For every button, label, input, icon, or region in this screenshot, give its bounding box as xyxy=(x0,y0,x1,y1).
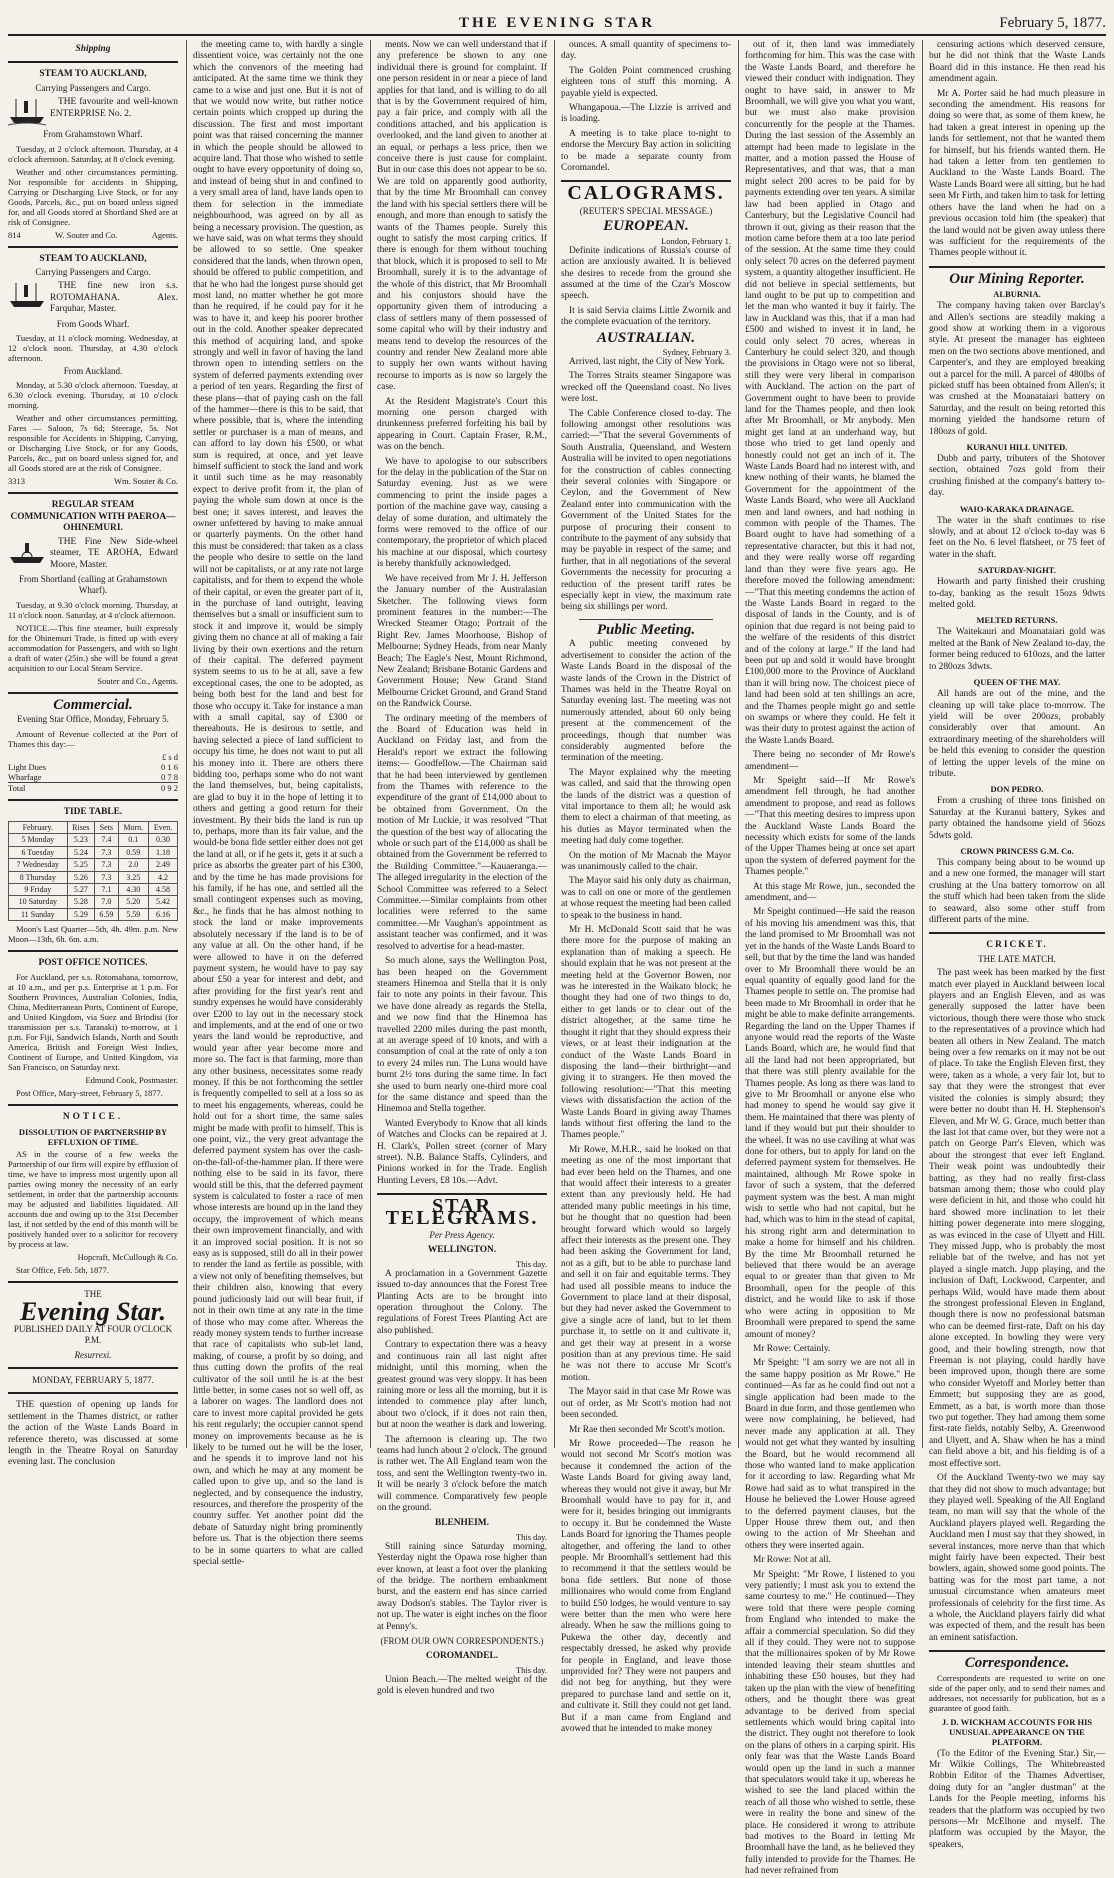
melted-returns-text: The Waitekauri and Moanataiari gold was melted at the Bank of New Zealand to-day, the former being reduced to 610ozs, and the latter to 280ozs 3dwts. xyxy=(929,627,1105,672)
divider xyxy=(929,266,1105,268)
tide-header-cell: Morn. xyxy=(118,821,149,833)
moon-phases: Moon's Last Quarter—5th, 4h. 49m. p.m. New Moon—13th, 6h. 6m. a.m. xyxy=(8,924,178,945)
tide-cell: 6 Tuesday xyxy=(9,846,68,858)
ad1-notice: Weather and other circumstances permitting. Not responsible for accidents in Shipping, Carrying or Discharging Live Stock, or for any Goods, Parcels, &c., put on board unless signed for, and all Goods stored at Shortland Shed are at risk of Consignee. xyxy=(8,166,178,227)
tide-cell: 5.27 xyxy=(67,883,95,895)
own-correspondents: (FROM OUR OWN CORRESPONDENTS.) xyxy=(380,1636,544,1647)
dissolution-signature: Hopcraft, McCullough & Co. xyxy=(77,1252,178,1262)
local-news-court: At the Resident Magistrate's Court this morning one person charged with drunkenness preferred forfeiting his bail by appearing in Court. Captain Fraser, R.M., was on the bench. xyxy=(377,396,547,453)
ad2-from: From Goods Wharf. xyxy=(56,318,130,329)
leader-article: THE question of opening up lands for settlement in the Thames district, or rather the action of the Waste Lands Board in reference thereto, was discussed at some length in the Theatre Royal on Saturday evening last. The conclusion xyxy=(8,1400,178,1468)
wellington-heading: WELLINGTON. xyxy=(427,1245,497,1256)
tide-cell: 4.30 xyxy=(118,883,149,895)
tide-row xyxy=(9,871,178,883)
divider xyxy=(8,492,178,494)
dissolution-text: AS in the course of a few weeks the Partnership of our firm will expire by effluxion of time, we have to impress most urgently upon all parties owing money the necessity of an early settlement, in order that the partnership accounts may be adjusted and liabilities liquidated. All accounts due and owing up to the 31st December last, if not settled by the end of this month will be positively handed over to a solicitor for recovery by process at law. xyxy=(8,1149,178,1249)
divider xyxy=(929,932,1105,934)
tide-cell: 5.42 xyxy=(149,896,178,908)
tide-cell: 0.30 xyxy=(149,834,178,846)
ad2-subtitle: Carrying Passengers and Cargo. xyxy=(35,267,151,278)
ad1-number: 814 xyxy=(8,229,21,240)
tide-row xyxy=(9,883,178,895)
revenue-label: Light Dues xyxy=(8,761,47,772)
ad2-number: 3313 xyxy=(8,476,25,487)
revenue-row xyxy=(8,782,178,793)
tide-cell: 7.3 xyxy=(95,871,118,883)
flag-the: THE xyxy=(84,1289,102,1299)
tide-cell: 8 Thursday xyxy=(9,871,68,883)
column-5 xyxy=(738,40,921,1877)
blenheim-text: Still raining since Saturday morning. Yesterday night the Opawa rose higher than ever known, at least a foot over the planking of the bridge. The northern embankment burst, and the eastern end has since carried away Dodson's stables. The Taylor river is not up. The water is eight inches on the floor at Penny's. xyxy=(377,1541,547,1632)
queen-of-may-heading: QUEEN OF THE MAY. xyxy=(973,677,1061,688)
saturday-night-text: Howarth and party finished their crushing to-day, banking as the result 15ozs 9dwts melted gold. xyxy=(929,577,1105,611)
cricket-heading: CRICKET. xyxy=(986,940,1048,951)
wellington-forest: A proclamation in a Government Gazette issued to-day announces that the Forest Tree Planting Acts are to be brought into operation throughout the Colony. The regulations of Forest Trees Planting Act are also published. xyxy=(377,1268,547,1336)
ad3-times: Tuesday, at 9.30 o'clock morning. Thursday, at 11 o'clock noon. Saturday, at 4 o'clock afternoon. xyxy=(8,599,178,620)
tide-row xyxy=(9,908,178,920)
revenue-row xyxy=(8,762,178,772)
wellington-rain: Contrary to expectation there was a heavy and continuous rain all last night after midnight, until this morning, when the greatest ground was very sloppy. It has been raining more or less all the morning, but it is intended to commence play after lunch, about two o'clock, if it does not rain then, but at noon the weather is dark and lowering. xyxy=(377,1340,547,1431)
tide-header-row xyxy=(9,821,178,833)
motto: Resurrexi. xyxy=(74,1349,112,1360)
australian-wreck: The Torres Straits steamer Singapore was wrecked off the Queensland coast. No lives were lost. xyxy=(561,371,731,405)
meeting-rae: Mr Rae then seconded Mr Scott's motion. xyxy=(569,1424,726,1435)
london-date: London, February 1. xyxy=(661,235,731,246)
leader-continued: the meeting came to, with hardly a single dissentient voice, was certainly not the one which the convenors of the meeting had anticipated. At the same time we think they came to a wise and just one. But it is not of that we would now write, but rather notice certain points which cropped up during the discussion. The first and most important point was that raised concerning the manner in which the people should be allowed to acquire land. That those who wished to settle ought to have every opportunity of doing so, and instead of being shut in and confined to a very small area of land, have lands open to them for selection in the immediate neighbourhood, was agreed on by all as being a necessary provision. The question, as we have said, was on what terms they should be allowed to so settle. One speaker considered that the lands, when thrown open, should be offered to public competition, and that he who had the longest purse should get most land, no matter whether he got more than he required, if he could pay for it he was to have it, and keep his poorer brother out in the cold. Another speaker deprecated this method of acquiring land, and spoke strongly and well in favor of having the land thrown open to intending settlers on the system of deferred payments extending over a period of ten years. Regarding the first of these plans—that of paying cash on the fall of the hammer—there is this to be said, that where possible, that is, where the intending settler or purchaser is a man of means, and can afford to lay down his £500, or what sum is required, at once, and yet leave himself sufficient to stock the land and work it until such time as he may reasonably expect to derive profit from it, the plan of paying the whole sum down at once is the best one; it saves interest, and leaves the owner unfettered by having to make annual or quarterly payments. On the other hand this must be considered: that taken as a class the people who desire to settle on the land will not be capitalists, or at any rate not large capitalists, and for them to expend the whole of their capital, or even the greater part of it, in the purchase of land outright, leaving themselves but a small or insufficient sum to stock it and improve it, would be simply giving them no chance at all of making a fair living by their own exertions and the return of their capital. The deferred payment system seems to us to be at all, save a few exceptional cases, the one to be adopted, as being both best for the land and best for those who occupy it. Take for instance a man with a small capital, say of £300 or thereabouts. He is desirous to settle, and having selected a piece of land sufficient to occupy his time, he does not want to put all his money into it. There are others there bidding too, perhaps some who do not want the land themselves, but, being capitalists, are glad to buy it in the hope of letting it to others and getting a good return for their investment. By their bids the land is run up to, perhaps, more than its fair value, and the would-be bona fide settler either does not get the land at all, or if he gets it, gets it at such a price as absorbs the greater part of his £300, and by the time he has made provisions for his family, if he has one, and settled all the small contingent expenses such as moving, &c., he finds that he has almost nothing to stock the land or make improvements absolutely necessary if the land is to be of any value at all. On the other hand, if he were allowed to have it on the deferred payment system, he would have to pay say about £50 a year for interest and debt, and after providing for the first year's rent and sundry expenses he would have considerably over £200 to lay out in the necessary stock and implements, and at the end of one or two years the land would be reproductive, and would year after year become more and more so. The fact is that farming, more than any other business, necessitates some ready money. If this be not forthcoming the settler is frequently compelled to sell at a loss so as to meet his engagements, whereas, could he hold out for a short time, the same sales might be made with profit to himself. This is one point, viz., the very great advantage the deferred payment system has over the cash-on-the-fall-of-the-hammer plan. If there were nothing else to be said in its favor, there would still be this, that the deferred payment system is calculated to foster a race of men whose interests are bound up in the land they occupy, the improvement of which means their own improvement financially, and with it an improved social position. It is not so easy as is supposed, still do all in their power to render the land as fertile as possible, with a view not only of benefiting themselves, but their children also, knowing that every pound judiciously laid out will bear fruit, if not in their own time at any rate in the time of those who may come after. Whereas the ready money system tends to further increase that race of capitalists who sub-let land, making, of course, a profit by so doing, and thus cutting down the profits of the real cultivator of the soil until he is at the best little better, in some cases not so well off, as a laborer on wages. The landlord does not care to invest more capital provided he gets his rent regularly; the occupier cannot spend money on improvements because as he is likely to be turned out he will be the loser, and he spends it to improve land not his own, and which he may at any moment be called upon to give up, and so the land is neglected, and by consequence the industry, resources, and therefore the prosperity of the country suffer. Yet another point did the debate of Saturday night bring prominently before us. That is the objection there seems to be in some quarters to what are called special settle- xyxy=(193,40,364,1568)
wickham-heading: J. D. WICKHAM ACCOUNTS FOR HIS UNUSUAL APPEARANCE ON THE PLATFORM. xyxy=(941,1716,1093,1747)
column-3 xyxy=(370,40,553,1697)
meeting-porter: Mr A. Porter said he had much pleasure in seconding the amendment. His reasons for doing so were that, as some of them knew, he had taken a great interest in opening up the lands for settlement, not that he wanted them for himself, but his friends wanted them. He had taken a letter from ten gentlemen to Auckland to the Waste Lands Board. The Waste Lands Board were all sitting, but he had seen Mr Firth, and taken him to task for letting others have the land when he had on a previous occasion told him (the speaker) that the land would not be given away unless there was sufficient for the requirements of the Thames people without it. xyxy=(929,88,1105,259)
ad3-title: REGULAR STEAM COMMUNICATION WITH PAEROA—OHINEMURI. xyxy=(10,500,176,534)
meeting-censure: censuring actions which deserved censure, but he did not think that the Waste Lands Board did in this instance. He then read his amendment again. xyxy=(929,40,1105,85)
tide-cell: 7.4 xyxy=(95,834,118,846)
ad2-footer xyxy=(8,476,178,486)
star-telegrams-heading: STAR TELEGRAMS. xyxy=(385,1195,539,1229)
tide-cell: 5.28 xyxy=(67,896,95,908)
sydney-date: Sydney, February 3. xyxy=(662,346,731,357)
tide-cell: 5.29 xyxy=(67,908,95,920)
meeting-speight: Mr Speight continued—He said the reason of his moving his amendment was this, that the land promised to Mr Broomhall was not yet in the hands of the Waste Lands Board to sell, but that by the time the land was handed over to Mr Broomhall there would be an equal quantity of equally good land for the Thames people to settle on. The promise had been made to Mr Broomhall in order that he might be able to make definite arrangements. Regarding the land on the Upper Thames if anyone would read the reports of the Waste Lands Board, which are, he would find that all the land had not been appropriated, but that there was still plenty available for the Thames people. As long as there was land to give to Mr Broomhall or anyone else who had money to spend he would say give it them. He maintained that there was plenty of land if they would but put their shoulder to the wheel. It was no use caviling at what was done for others, but to apply for land on the deferred payment system for themselves. He maintained, although Mr Rowe spoke in favor of such a system, that the deferred payment system was the best. A man might wish to settle who had not capital, but he had, which was to him in the stead of capital, his strong right arm and determination to make a home for himself and his children. By the time Mr Broomhall returned he believed that there would be an average equal to or greater than that given to Mr Broomhall, open for the people of this district, and he would like to ask if those who were acting in opposition to Mr Broomhall were prepared to spend the same amount of money? xyxy=(745,907,915,1340)
ad3-body: THE Fine New Side-wheel steamer, TE AROHA, Edward Moore, Master. xyxy=(50,536,178,570)
masthead xyxy=(8,10,1106,36)
meeting-rowe: Mr Rowe, M.H.R., said he looked on that meeting as one of the most important that had ever been held on the Thames, and one that would affect their interests to a greater extent than any previously held. He had attended many public meetings in his time, but he thought that no question had been brought forward which would so largely affect their interests as the present one. They had been asking the Government for land, not as a gift, but to be able to purchase land and sell it on fair and equitable terms. They had used all possible means to induce the Government to place land at their disposal, but they had never asked the Government to give a single acre of land, but to let them purchase it, to settle on it and cultivate it, and get their way at present in a worse position than at any previous time. He said he was not there to accuse Mr Scott's motion. xyxy=(561,1144,731,1383)
cricket-auckland: Of the Auckland Twenty-two we may say that they did not show to much advantage; but they played well. Speaking of the All England team, no man will say that the whole of the Auckland players played well. Regarding the Auckland men I must say that they showed, in several instances, more nerve than that which might fairly have been expected. Their best bowlers, again, showed some good points. The batting was for the most part tame, a not unusual circumstance when amateurs meet professionals of celebrity for the first time. As a whole, the Auckland players fairly did what was expected of them, and the result has been an eminent satisfaction. xyxy=(929,1473,1105,1643)
divider xyxy=(8,692,178,694)
ad2-from-auckland: From Auckland. xyxy=(63,366,123,377)
commercial-heading: Commercial. xyxy=(53,696,133,713)
ad2-notice: Weather and other circumstances permitting. Fares — Saloon, 7s 6d; Steerage, 5s. Not responsible for Accidents in Shipping, Carrying, or Discharging Live Stock, or for any Goods, Parcels, &c., put on board unless signed for, and all Goods stored are at the risk of Consignee. xyxy=(8,413,178,474)
paddle-steamer-icon xyxy=(8,537,46,567)
reuters-note: (REUTER'S SPECIAL MESSAGE.) xyxy=(579,205,713,216)
revenue-value: 0 7 8 xyxy=(161,771,178,782)
meeting-rowe-amendment: out of it, then land was immediately forthcoming for him. This was the case with the Waste Lands Board, and therefore he viewed their conduct with indignation. They ought to have said, in answer to Mr Broomhall, we will give you what you want, but we must also make provision concurrently for the people at the Thames. During the last session of the Assembly an attempt had been made to legislate in the matter, and a motion passed the House of Representatives, and that was, that a man might select 200 acres to be paid for by payments extending over ten years. A similar law had been applied in Otago and Canterbury, but the Legislative Council had thrown it out, giving as their reason that the motion came before them at a too late period of the session. At the same time they could only select 70 acres on the deferred payment system, a quantity altogether insufficient. He did not believe in special settlements, but land ought to be put up to competition and let the man who wanted it buy it fairly. The law in Auckland was this, that if a man had £500 and wished to invest it in land, he could only select 70 acres, whereas in Canterbury he could select 320, and though the provisions in Otago were not so liberal, still they were very liberal in comparison with Auckland. The action on the part of Government ought to have been to provide land for the Thames people, and then look after Mr Broomhall, or Mr anybody. Men might get land at an underhand way, but those who tried to get land openly and honestly could not get an inch of it. The Waste Lands Board had no interest with, and knew nothing of their wants, he blamed the Government for the appointment of the Waste Lands Board, who were all Auckland men and land owners, and had nothing in common with people of the Thames. The Board ought to have had something of a representative character, but this it had not, and they were really worse off regarding land than they were five years ago. He therefore moved the following amendment:—"That this meeting condemns the action of the Waste Lands Board in regard to the disposal of lands in the County, and is of opinion that due regard is not being paid to the welfare of the residents of this district and of the colony at large." If the land had been put up and sold it would have brought £100,000 more to the Province of Auckland than it will bring now. The choicest piece of land had been sold at ten shillings an acre, and the Thames people might go and settle on swamps or where they could. He felt it was their duty to protest against the action of the Waste Lands Board. xyxy=(745,40,915,746)
revenue-value: £ s d xyxy=(161,751,178,762)
meeting-speight-sorry: Mr Speight: "I am sorry we are not all in the same happy position as Mr Rowe." He continued—As far as he could find out not a single application had been made to the Board in due form, and those gentlemen who were now complaining, he believed, had never made any application at all. They would not get what they wanted by insulting the Board, but he would recommend all those who wanted land to make application for it according to law. Regarding what Mr Rowe had said as to what transpired in the House he believed the Lower House agreed to the deferred payment clauses, but the Upper House threw them out, and then owing to the action of Mr Sheehan and others they were inserted again. xyxy=(745,1358,915,1551)
revenue-label: Wharfage xyxy=(8,771,42,782)
tide-cell: 1.18 xyxy=(149,846,178,858)
meeting-duty: The Mayor said his only duty as chairman, was to call on one or more of the gentlemen at whose request the meeting had been called to speak to the business in hand. xyxy=(561,876,731,921)
ad3-from: From Shortland (calling at Grahamstown Wharf). xyxy=(19,573,167,596)
tide-cell: 6.16 xyxy=(149,908,178,920)
kuranui-text: Dubb and party, tributers of the Shotover section, obtained 7ozs gold from their crushing finished at the company's battery to-day. xyxy=(929,454,1105,499)
local-news-steamers: So much alone, says the Wellington Post, has been heaped on the Government steamers Hinemoa and Stella that it is only fair to note any points in their favour. This we have done already as regards the Stella, and we now find that the Hinemoa has travelled 2200 miles during the past month, at an average speed of 10 knots, and with a consumption of coal at the rate of only a ton to every 24 miles run. The Luna would have burnt 2½ tons during the same time. In fact she used to burn nearly one-third more coal for the same distance and speed than the Hinemoa and Stella together. xyxy=(377,956,547,1115)
dissolution-heading: DISSOLUTION OF PARTNERSHIP BY EFFLUXION OF TIME. xyxy=(18,1127,168,1147)
alburnia-heading: ALBURNIA. xyxy=(993,289,1041,300)
tide-cell: 2.0 xyxy=(118,859,149,871)
column-4 xyxy=(554,40,737,1735)
australian-cable: The Cable Conference closed to-day. The following amongst other resolutions was carried:—"That the several Governments of South Australia, Queensland, and Western Australia will be invited to open negotiations for the construction of cables connecting their several colonies with Singapore or Ceylon, and the Government of New Zealand enter into communication with the Government of the United States for the purpose of procuring their consent to contribute to the payment of any subsidy that may be payable in respect of the same; and further, that in all negotiations of the several Governments the necessity for procuring a reduction of the present tariff rates be especially kept in view, the maximum rate being six shillings per word. xyxy=(561,408,731,613)
meeting-rowe-continued: Mr Rowe proceeded—The reason he would not second Mr Scott's motion was because it condemned the action of the Waste Lands Board for giving away land, whereas they would not give it away, but Mr Broomhall would have to pay for it, and were for it, besides bringing out immigrants to occupy it. But he condemned the Waste Lands Board for ignoring the Thames people altogether, and offering the land to other people. Mr Broomhall's settlement had this to recommend it that the settlers would be bona fide settlers. But none of those millionaires who would come from England to build £50 lodges, he would venture to say were better than the men who were here already. When he saw the millions going to Pukewa the other day, decently and respectably dressed, he asked why provide for people in England, and leave those unprovided for? They were not paupers and did not beg for anything, but they were prepared to purchase land and settle on it, and cultivate it. Still they could not get land. But if a man came from England and avowed that he intended to make money xyxy=(561,1438,731,1735)
ad2-body: THE fine new iron s.s. ROTOMAHANA. Alex. Farquhar, Master. xyxy=(50,281,178,315)
revenue-row xyxy=(8,752,178,762)
kuranui-heading: KURANUI HILL UNITED. xyxy=(966,442,1068,452)
meeting-rowe-not: Mr Rowe: Not at all. xyxy=(753,1555,831,1566)
tide-table-title: TIDE TABLE. xyxy=(63,806,123,817)
tide-header-cell: Rises xyxy=(67,821,95,833)
ad1-times: Tuesday, at 2 o'clock afternoon. Thursday, at 4 o'clock afternoon. Saturday, at 8 o'clock evening. xyxy=(8,143,178,164)
queen-of-may-text: All hands are out of the mine, and the cleaning up will take place to-morrow. The yield will be over 200ozs, probably considerably over that amount. An extraordinary meeting of the shareholders will be held this evening to consider the question of letting the upper levels of the mine on tribute. xyxy=(929,689,1105,779)
post-office-address: Post Office, Mary-street, February 5, 1877. xyxy=(16,1087,163,1098)
european-servia: It is said Servia claims Little Zwornik and the complete evacuation of the territory. xyxy=(561,305,731,328)
european-russia: Definite indications of Russia's course of action are anxiously awaited. It is believed she desires to recede from the ground she assumed at the time of the Czar's Moscow speech. xyxy=(561,245,731,302)
meeting-no-seconder: There being no seconder of Mr Rowe's amendment— xyxy=(745,750,915,772)
tide-cell: 0.1 xyxy=(118,834,149,846)
whangapoua: Whangapoua.—The Lizzie is arrived and is loading. xyxy=(561,103,731,125)
commercial-text: Amount of Revenue collected at the Port of Thames this day:— xyxy=(8,728,178,749)
calograms-heading: CALOGRAMS. xyxy=(567,182,725,205)
meeting-speight-patient: Mr Speight: "Mr Rowe, I listened to you very patiently; I must ask you to extend the same courtesy to me." He continued—They were told that there were people coming from England who intended to make the affair a commercial speculation. So did they all if they could. They were not to suppose that the millionaires spoken of by Mr Rowe intended leaving their steam shuttles and inhabiting these £50 houses, but they had taken up the plan with the view of benefiting others, and he thought there was great advantage to be derived from special settlements which would bring capital into the district. They ought not therefore to look on the plans of others in a carping spirit. His only fear was that the Waste Lands Board would open up the land in such a manner that speculators would take it up, whereas he wished to see the land placed within the reach of all those who wished to settle, these were in reality the bone and sinew of the place. He considered it wrong to attribute bad motives to the Board in letting Mr Broomhall have the land, as he believed they fully intended to provide for the Thames. He had never refrained from xyxy=(745,1569,915,1877)
australian-arrival: Arrived, last night, the City of New York. xyxy=(569,356,725,367)
tide-cell: 5.59 xyxy=(118,908,149,920)
tide-row xyxy=(9,846,178,858)
european-heading: EUROPEAN. xyxy=(603,218,689,235)
ad1-title: STEAM TO AUCKLAND, xyxy=(39,69,147,80)
waiokaraka-text: The water in the shaft continues to rise slowly, and at about 12 o'clock to-day was 6 feet on the No. 6 level flatsheet, or 75 feet of water in the shaft. xyxy=(929,515,1105,560)
tide-cell: 2.49 xyxy=(149,859,178,871)
tide-table xyxy=(8,821,178,921)
meeting-speight-amendment: Mr Speight said—If Mr Rowe's amendment fell through, he had another amendment to propose, and read as follows—"That this meeting desires to impress upon the Auckland Waste Lands Board the necessity which exists for some of the lands of the Upper Thames being at once set apart upon the system of deferred payment for the Thames people." xyxy=(745,776,915,878)
ad2-times: Tuesday, at 11 o'clock morning. Wednesday, at 12 o'clock noon. Thursday, at 4.30 o'clock afternoon. xyxy=(8,333,178,364)
steamship-icon xyxy=(8,281,46,311)
tide-cell: 5.20 xyxy=(118,896,149,908)
meeting-rowe-certainly: Mr Rowe: Certainly. xyxy=(753,1343,831,1354)
published-line: PUBLISHED DAILY AT FOUR O'CLOCK P.M. xyxy=(13,1323,173,1346)
ad2-times-auckland: Monday, at 5.30 o'clock afternoon. Tuesday, at 6.30 o'clock evening. Thursday, at 10 o'clock morning. xyxy=(8,380,178,411)
ad1-from: From Grahamstown Wharf. xyxy=(43,129,143,140)
divider xyxy=(929,1650,1105,1652)
tide-cell: 7.0 xyxy=(95,896,118,908)
divider xyxy=(8,1392,178,1394)
ad1-subtitle: Carrying Passengers and Cargo. xyxy=(35,82,151,93)
tide-cell: 10 Saturday xyxy=(9,896,68,908)
wellington-date: This day. xyxy=(515,1258,547,1269)
issue-date: MONDAY, FEBRUARY 5, 1877. xyxy=(32,1375,154,1386)
alburnia-text: The company having taken over Barclay's and Allen's sections are steadily making a good show at working them in a vigorous style. At present the manager has eighteen men on the two sections above mentioned, and Carpenter's, and they are employed breaking out a parcel for the mill. A parcel of 480lbs of picked stuff has been obtained from Allen's; it was crushed at the Moanataiari battery on Saturday, and the result on being retorted this morning yielded the handsome return of 180ozs of gold. xyxy=(929,301,1105,437)
ad3-notice: NOTICE.—This fine steamer, built expressly for the Ohinemuri Trade, is fitted up with every accommodation for Passengers, and with so light a draft of water (25in.) she will be found a great acquisition to our Local Steam Service. xyxy=(8,622,178,673)
revenue-list xyxy=(8,752,178,793)
ad1-footer xyxy=(8,230,178,240)
blenheim-heading: BLENHEIM. xyxy=(435,1518,489,1529)
revenue-label: Total xyxy=(8,782,26,793)
ad1-agent: W. Souter and Co. xyxy=(55,229,118,240)
coromandel-text: Union Beach.—The melted weight of the gold is eleven hundred and two xyxy=(377,1674,547,1697)
divider xyxy=(8,1281,178,1283)
ad2-agent: Wm. Souter & Co. xyxy=(114,476,178,487)
divider xyxy=(8,246,178,248)
divider xyxy=(8,799,178,801)
golden-point: The Golden Point commenced crushing eighteen tons of stuff this morning. A payable yield is expected. xyxy=(561,65,731,99)
crown-princess-heading: CROWN PRINCESS G.M. Co. xyxy=(960,845,1074,856)
meeting-seconded: At this stage Mr Rowe, jun., seconded the amendment, and— xyxy=(745,881,915,904)
meeting-mayor: The Mayor explained why the meeting was called, and said that the throwing open the lands of the district was a question of vital importance to them all; he would ask them to elect a chairman of that meeting, as his duties as Mayor terminated when the meeting had duly come together. xyxy=(561,767,731,847)
column-2 xyxy=(186,40,369,1568)
meeting-order: The Mayor said in that case Mr Rowe was out of order, as Mr Scott's motion had not been seconded. xyxy=(561,1387,731,1421)
ad1-agents: Agents. xyxy=(151,229,178,240)
tide-row xyxy=(9,834,178,846)
wickham-letter: (To the Editor of the Evening Star.) Sir,—Mr Wilkie Collings, The Whitebreasted Robbin Editor of the Thames Advertiser, doing duty for an "angler dustman" at the Lands for the People meeting, informs his readers that the platform was occupied by two persons—Mr McElhone and myself. The platform was occupied by the Mayor, the speakers, xyxy=(929,1748,1105,1850)
dissolution-address: Star Office, Feb. 5th, 1877. xyxy=(16,1265,109,1275)
tide-row xyxy=(9,859,178,871)
melted-returns-heading: MELTED RETURNS. xyxy=(976,615,1058,626)
masthead-date: February 5, 1877. xyxy=(999,15,1106,31)
ad3-agent: Souter and Co., Agents. xyxy=(97,675,178,686)
revenue-value: 0 1 6 xyxy=(161,761,178,772)
tide-cell: 0.59 xyxy=(118,846,149,858)
tide-header-cell: February. xyxy=(9,821,68,833)
tide-cell: 5.26 xyxy=(67,871,95,883)
masthead-title: THE EVENING STAR xyxy=(458,15,656,31)
watch-advertisement: Wanted Everybody to Know that all kinds of Watches and Clocks can be repaired at J. H. Clark's, Pollen street (corner of Mary street). N.B. Balance Staffs, Cylinders, and Pinions worked in for the Trade. English Hunting Levers, £8 10s.—Advt. xyxy=(377,1118,547,1186)
divider xyxy=(8,1104,178,1106)
divider xyxy=(8,950,178,952)
press-agency: Per Press Agency. xyxy=(429,1230,495,1241)
tide-row xyxy=(9,896,178,908)
correspondence-note: Correspondents are requested to write on one side of the paper only, and to send their names and addresses, not necessarily for publication, but as a guarantee of good faith. xyxy=(929,1672,1105,1713)
notice-heading: NOTICE. xyxy=(62,1111,124,1122)
public-meeting-heading: Public Meeting. xyxy=(596,621,696,638)
saturday-night-heading: SATURDAY-NIGHT. xyxy=(978,565,1056,576)
divider xyxy=(8,1367,178,1369)
waiokaraka-heading: WAIO-KARAKA DRAINAGE. xyxy=(959,503,1075,514)
revenue-row xyxy=(8,772,178,782)
tide-cell: 7.3 xyxy=(95,859,118,871)
late-match-heading: THE LATE MATCH. xyxy=(978,953,1056,964)
coromandel-continued: ounces. A small quantity of specimens to-day. xyxy=(561,40,731,62)
tide-cell: 5.25 xyxy=(67,859,95,871)
don-pedro-text: From a crushing of three tons finished on Saturday at the Kuranui battery, Sykes and party obtained the handsome yield of 56ozs 5dwts gold. xyxy=(929,796,1105,841)
local-news-apology: We have to apologise to our subscribers for the delay in the publication of the Star on Saturday evening. Just as we were commencing to print the inside pages a portion of the machine gave way, causing a delay of some duration, and ultimately the forms were removed to the office of our contemporary, the proprietor of which placed his machine at our disposal, which courtesy is hereby thankfully acknowledged. xyxy=(377,456,547,570)
correspondence-heading: Correspondence. xyxy=(964,1655,1070,1672)
crown-princess-text: This company being about to be wound up and a new one formed, the manager will start crushing at the Una battery tomorrow on all the stuff which had been taken from the slide to seaward, also some other stuff from different parts of the mine. xyxy=(929,857,1105,925)
tide-cell: 7 Wednesday xyxy=(9,859,68,871)
meeting-chair: On the motion of Mr Macnab the Mayor was unanimously called to the chair. xyxy=(561,850,731,872)
shipping-heading: Shipping xyxy=(75,44,111,54)
wellington-match: The afternoon is clearing up. The two teams had lunch about 2 o'clock. The ground is rather wet. The All England team won the toss, and sent the Wellington twenty-two in. It will be nearly 3 o'clock before the match will commence. Comparatively few people on the ground. xyxy=(377,1434,547,1513)
tide-cell: 4.58 xyxy=(149,883,178,895)
coromandel-heading: COROMANDEL. xyxy=(425,1651,499,1662)
tide-cell: 4.2 xyxy=(149,871,178,883)
tide-header-cell: Sets xyxy=(95,821,118,833)
tide-cell: 6.59 xyxy=(95,908,118,920)
tide-cell: 3.25 xyxy=(118,871,149,883)
meeting-scott: Mr H. McDonald Scott said that he was there more for the purpose of making an explanation than of making a speech. He should explain that he was not present at the meeting held at the Governor Bowen, nor was he interested in the Waikato block; he thought they had one of two things to do, either to get lands or to clear out of the district altogether, at the same time he thought it right that they should express their views, or at least their indignation at the conduct of the Waste Lands Board in disposing the land—their birthright—and giving it to strangers. He then moved the following resolution:—"That this meeting views with dissatisfaction the action of the Waste Lands Board in giving away Thames lands without first offering the land to the Thames people." xyxy=(561,925,731,1141)
tide-cell: 5 Monday xyxy=(9,834,68,846)
local-news-sketcher: We have received from Mr J. H. Jefferson the January number of the Australasian Sketcher. The following views form prominent features in the number:—The Wrecked Steamer Otago; Portrait of the Right Rev. James Moorhouse, Bishop of Melbourne; Sydney Heads, from near Manly Beach; The Eagle's Nest, Mount Richmond, New Zealand; Brisbane Botanic Gardens and Government House; New Grand Stand Melbourne Cricket Ground, and Grand Stand on the Randwick Course. xyxy=(377,573,547,710)
blenheim-date: This day. xyxy=(515,1531,547,1542)
tide-header-cell: Even. xyxy=(149,821,178,833)
ad2-title: STEAM TO AUCKLAND, xyxy=(39,253,147,264)
coromandel-date: This day. xyxy=(515,1664,547,1675)
commercial-office: Evening Star Office, Monday, February 5. xyxy=(17,714,169,725)
australian-heading: AUSTRALIAN. xyxy=(597,329,695,346)
steamship-icon xyxy=(8,97,46,127)
don-pedro-heading: DON PEDRO. xyxy=(990,784,1044,795)
tide-cell: 11 Sunday xyxy=(9,908,68,920)
post-office-title: POST OFFICE NOTICES. xyxy=(38,958,148,969)
post-office-text: For Auckland, per s.s. Rotomahana, tomorrow, at 10 a.m., and per p.s. Enterprise at 1 p.m. For Southern Provinces, Australian Colonies, India, China, Mediterranean Ports, Continent of Europe, and United Kingdom, via Suez and Brindisi (for transmission per s.s. Taranaki) to-morrow, at 1 p.m. For Fiji, Sandwich Islands, North and South America, British and Foreign West Indies, Continent of Europe, and United Kingdom, via San Francisco, on Saturday next. xyxy=(8,971,178,1072)
evening-star-flag: Evening Star. xyxy=(20,1297,166,1327)
column-1 xyxy=(8,40,184,1468)
cricket-text: The past week has been marked by the first match ever played in Auckland between local players and an English Eleven, and as was generally supposed the latter have been victorious, though there were those who stuck to the representatives of a province which had beaten all others in New Zealand. The match being over a few remarks on it may not be out of place. To take the English Eleven first, they were, taken as a whole, a very fair lot, but to say that they were the strongest that ever visited the colonies is simply absurd; they were better no doubt than H. H. Stephenson's Eleven, and Mr W. G. Grace, much better than the last lot that came over, but they were not a patch on George Parr's Eleven, which was about the strongest that ever left England. Their weak point was undoubtedly their batting, as they had no really first-class batsman among them; those who could play were deficient in hit, and those who could hit hard showed more inclination to let their hitting power degenerate into mere slogging, as was evinced in the case of Ulyett and Hill. They missed Jupp, who is probably the most reliable bat of the twelve, and has not yet played a single match. Jupp playing, and the inclusion of Daft, Lockwood, Carpenter, and perhaps Wild, would have made them about the strongest professional Eleven in England, though there is now no professional batsman who can be deemed first-rate, Daft on his day alone excepted. In bowling they were very good, and their bowling strength, now that Freeman is not playing, could hardly have been improved upon, though there are some who consider Wyetoff and Morley better than Emmett; but supposing they are as good, Emmett, as a bat, is worth more than those two put together. They had among them some first-rate fields, notably Selby, A. Greenwood and Ulyett, and A. Shaw when he has a mind can field above a bit, and his fielding is of a most effective sort. xyxy=(929,968,1105,1469)
divider xyxy=(579,619,713,620)
leader-conclusion: ments. Now we can well understand that if any preference be shown to any one individual there is ground for complaint. If one person resident in or near a piece of land applies for that land, and is willing to do all that is by the Government required of him, pay a fair price, and comply with all the conditions attached, and his application is overlooked, and the land given to another at an equal, or perhaps a less price, then we conceive there is just cause for complaint. But in our case this does not appear to be so. We are told on apparently good authority, that by the time Mr Broomhall can convey the land with his special settlers there will be enough, and more than enough to satisfy the wants of the Thames people. Surely this ought to satisfy the most carping critics. If there is enough for them without touching that block, which it is proposed to sell to Mr Broomhall, surely it is to the advantage of the whole of this district, that Mr Broomhall and his conjustors should have the opportunity given them of introducing a class of settlers many of them possessed of some capital who will by their industry and means tend to develop the resources of the country and render New Zealand more able to supply her own wants without having recourse to imports as is now so largely the case. xyxy=(377,40,547,393)
tide-cell: 7.1 xyxy=(95,883,118,895)
local-news-education: The ordinary meeting of the members of the Board of Education was held in Auckland on Friday last, and from the Herald's report we extract the following items:— Goodfellow.—The Chairman said that he had been interviewed by gentlemen from the Thames with reference to the expenditure of the grant of £14,000 about to be obtained from Government. On the motion of Mr Luckie, it was resolved "That the question of the best way of allocating the whole or such part of the £14,000 as shall be obtained from the Government be referred to the Building Committee."—Kauaeranga.—The alleged irregularity in the election of the School Committee was referred to a Select Committee.—Similar complaints from other localities were referred to the same committee.—Mr Vaughan's appointment as assistant teacher was confirmed, and it was resolved to advertise for a head-master. xyxy=(377,713,547,952)
tide-cell: 5.23 xyxy=(67,834,95,846)
tide-cell: 5.24 xyxy=(67,846,95,858)
column-6 xyxy=(922,40,1105,1850)
mining-reporter-heading: Our Mining Reporter. xyxy=(949,270,1085,287)
ad1-body: THE favourite and well-known ENTERPRISE No. 2. xyxy=(50,97,178,119)
mercury-bay: A meeting is to take place to-night to endorse the Mercury Bay action in soliciting to be made a separate county from Coromandel. xyxy=(561,128,731,174)
meeting-intro: A public meeting convened by advertisement to consider the action of the Waste Lands Board in the disposal of the waste lands of the Crown in the District of Thames was held in the Theatre Royal on Saturday evening last. The meeting was not numerously attended, about 60 only being present at the commencement of the proceedings, though that number was considerably augmented before the termination of the meeting. xyxy=(561,639,731,764)
postmaster: Edmund Cook, Postmaster. xyxy=(85,1074,178,1085)
revenue-value: 0 9 2 xyxy=(161,782,178,793)
tide-cell: 9 Friday xyxy=(9,883,68,895)
divider xyxy=(8,61,178,63)
tide-cell: 7.3 xyxy=(95,846,118,858)
